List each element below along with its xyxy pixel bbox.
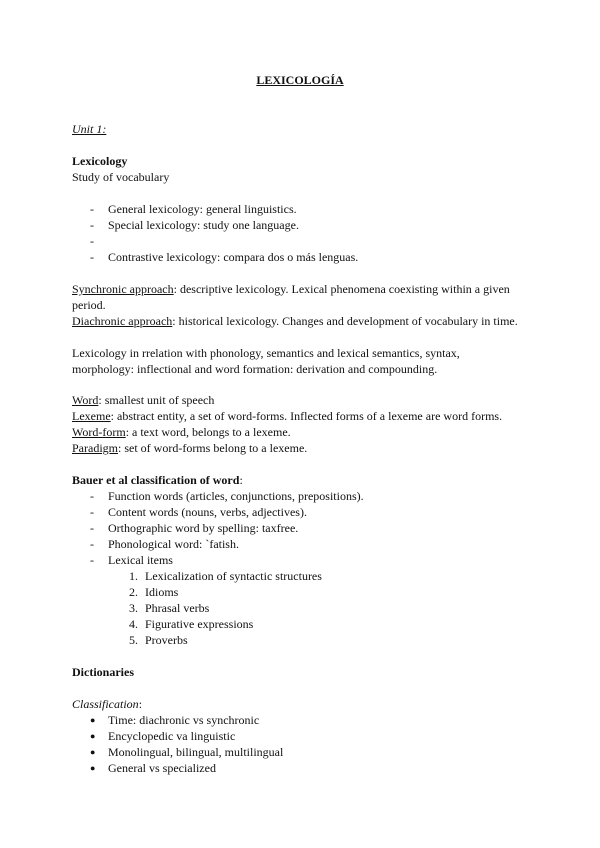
definition-paradigm bbox=[72, 440, 307, 456]
definition-lexeme bbox=[72, 408, 502, 424]
list-dash: - bbox=[90, 234, 94, 248]
definition-text: : a text word, belongs to a lexeme. bbox=[125, 425, 291, 439]
unit-label: Unit 1: bbox=[72, 122, 107, 136]
lexicology-definition: Study of vocabulary bbox=[72, 170, 170, 184]
bullet-icon: ● bbox=[90, 715, 96, 725]
list-item: Orthographic word by spelling: taxfree. bbox=[108, 521, 299, 535]
list-dash: - bbox=[90, 202, 94, 216]
list-item: General vs specialized bbox=[108, 761, 216, 775]
synchronic-term: Synchronic approach bbox=[72, 282, 174, 296]
synchronic-approach bbox=[72, 281, 510, 297]
list-dash: - bbox=[90, 250, 94, 264]
classification-colon: : bbox=[138, 697, 143, 711]
diachronic-text: : historical lexicology. Changes and development of vocabulary in time. bbox=[172, 314, 518, 328]
list-item: Contrastive lexicology: compara dos o más lenguas. bbox=[108, 250, 359, 264]
diachronic-approach bbox=[72, 313, 518, 329]
list-item: Phonological word: `fatish. bbox=[108, 537, 239, 551]
dictionaries-heading: Dictionaries bbox=[72, 665, 134, 679]
definition-term: Word bbox=[72, 393, 99, 407]
list-item: Figurative expressions bbox=[145, 617, 254, 631]
bauer-heading-colon: : bbox=[239, 473, 243, 487]
list-item: Content words (nouns, verbs, adjectives). bbox=[108, 505, 307, 519]
list-number: 4. bbox=[129, 617, 138, 631]
list-item: General lexicology: general linguistics. bbox=[108, 202, 297, 216]
definition-term: Lexeme bbox=[72, 409, 111, 423]
list-item: Idioms bbox=[145, 585, 179, 599]
list-number: 2. bbox=[129, 585, 138, 599]
list-item: Lexicalization of syntactic structures bbox=[145, 569, 322, 583]
list-dash: - bbox=[90, 553, 94, 567]
list-item: Proverbs bbox=[145, 633, 188, 647]
list-dash: - bbox=[90, 537, 94, 551]
definition-term: Paradigm bbox=[72, 441, 118, 455]
bauer-heading bbox=[72, 472, 243, 488]
diachronic-term: Diachronic approach bbox=[72, 314, 173, 328]
synchronic-approach-cont: period. bbox=[72, 298, 106, 312]
list-dash: - bbox=[90, 218, 94, 232]
definition-term: Word-form bbox=[72, 425, 126, 439]
definition-text: : smallest unit of speech bbox=[98, 393, 215, 407]
relation-line-1: Lexicology in rrelation with phonology, semantics and lexical semantics, syntax, bbox=[72, 346, 460, 360]
bauer-heading-text: Bauer et al classification of word bbox=[72, 473, 240, 487]
list-item: Encyclopedic va linguistic bbox=[108, 729, 236, 743]
list-item: Time: diachronic vs synchronic bbox=[108, 713, 260, 727]
list-number: 1. bbox=[129, 569, 138, 583]
list-dash: - bbox=[90, 521, 94, 535]
list-item: Phrasal verbs bbox=[145, 601, 210, 615]
list-item: Special lexicology: study one language. bbox=[108, 218, 299, 232]
bullet-icon: ● bbox=[90, 747, 96, 757]
definition-text: : abstract entity, a set of word-forms. Inflected forms of a lexeme are word forms. bbox=[110, 409, 503, 423]
definition-text: : set of word-forms belong to a lexeme. bbox=[118, 441, 308, 455]
synchronic-text: : descriptive lexicology. Lexical phenomena coexisting within a given bbox=[173, 282, 510, 296]
definition-word bbox=[72, 392, 214, 408]
list-dash: - bbox=[90, 505, 94, 519]
definition-word-form bbox=[72, 424, 291, 440]
list-item: Monolingual, bilingual, multilingual bbox=[108, 745, 284, 759]
lexicology-heading: Lexicology bbox=[72, 154, 128, 168]
classification-text: Classification bbox=[72, 697, 139, 711]
relation-line-2: morphology: inflectional and word formation: derivation and compounding. bbox=[72, 362, 438, 376]
list-dash: - bbox=[90, 489, 94, 503]
list-item: Function words (articles, conjunctions, prepositions). bbox=[108, 489, 364, 503]
list-number: 5. bbox=[129, 633, 138, 647]
bullet-icon: ● bbox=[90, 763, 96, 773]
bullet-icon: ● bbox=[90, 731, 96, 741]
list-item: Lexical items bbox=[108, 553, 173, 567]
page-title: LEXICOLOGÍA bbox=[256, 73, 344, 87]
list-number: 3. bbox=[129, 601, 138, 615]
classification-label bbox=[72, 696, 142, 712]
